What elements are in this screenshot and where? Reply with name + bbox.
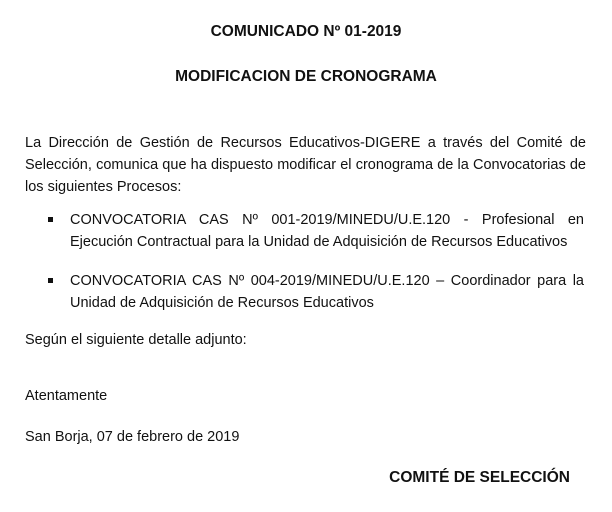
bullet-square-icon: [48, 217, 53, 222]
intro-paragraph: La Dirección de Gestión de Recursos Educativos-DIGERE a través del Comité de Selección, comunica que ha dispuesto modificar el cronograma de la Convocatorias de los siguientes Procesos:: [25, 135, 586, 195]
document-title: COMUNICADO Nº 01-2019: [210, 23, 402, 40]
closing-line: Atentamente: [25, 388, 108, 404]
list-item-text: CONVOCATORIA CAS Nº 004-2019/MINEDU/U.E.120 – Coordinador para la Unidad de Adquisición de Recursos Educativos: [70, 273, 584, 311]
signature-block: COMITÉ DE SELECCIÓN: [389, 469, 570, 486]
list-item-text: CONVOCATORIA CAS Nº 001-2019/MINEDU/U.E.120 - Profesional en Ejecución Contractual para la Unidad de Adquisición de Recursos Educativos: [70, 212, 584, 250]
place-date-line: San Borja, 07 de febrero de 2019: [25, 429, 240, 445]
detail-line: Según el siguiente detalle adjunto:: [25, 332, 247, 348]
document-subtitle: MODIFICACION DE CRONOGRAMA: [175, 68, 437, 85]
bullet-square-icon: [48, 278, 53, 283]
